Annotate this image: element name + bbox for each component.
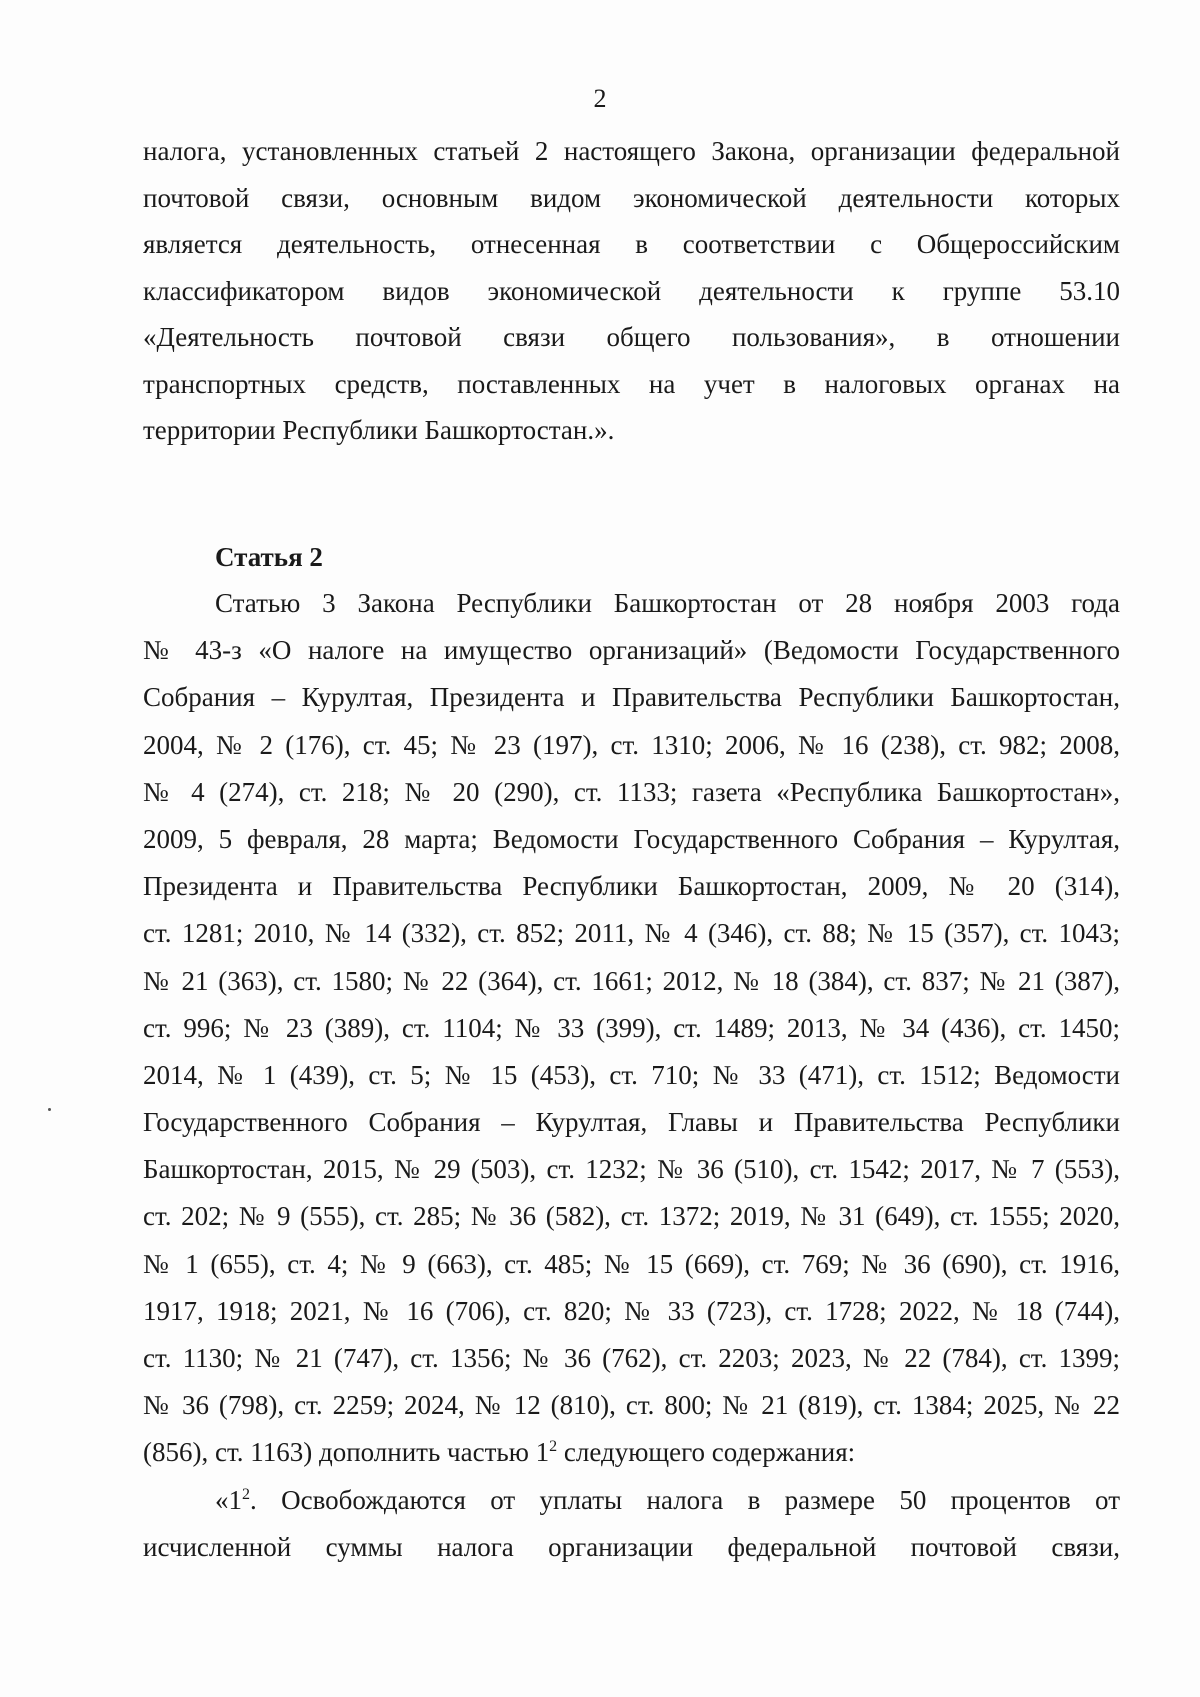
page-number: 2 [593, 84, 607, 113]
text-line: «Деятельность почтовой связи общего пользования», в отношении [143, 322, 1120, 352]
text-line: ст. 996; № 23 (389), ст. 1104; № 33 (399), ст. 1489; 2013, № 34 (436), ст. 1450; [143, 1012, 1120, 1043]
article-heading: Статья 2 [215, 542, 323, 572]
text-line: Президента и Правительства Республики Башкортостан, 2009, № 20 (314), [143, 871, 1120, 902]
text-line: № 1 (655), ст. 4; № 9 (663), ст. 485; № 15 (669), ст. 769; № 36 (690), ст. 1916, [143, 1248, 1120, 1279]
text-line: ст. 1130; № 21 (747), ст. 1356; № 36 (762), ст. 2203; 2023, № 22 (784), ст. 1399; [143, 1343, 1120, 1373]
text-fragment: (856), ст. 1163) дополнить частью 1 [143, 1437, 550, 1468]
article-2-body [143, 580, 1120, 1571]
text-line: 1917, 1918; 2021, № 16 (706), ст. 820; № 33 (723), ст. 1728; 2022, № 18 (744), [143, 1295, 1120, 1326]
superscript: 2 [242, 1485, 250, 1503]
text-line: № 36 (798), ст. 2259; 2024, № 12 (810), ст. 800; № 21 (819), ст. 1384; 2025, № 22 [143, 1390, 1120, 1421]
text-line: исчисленной суммы налога организации федеральной почтовой связи, [143, 1531, 1120, 1562]
text-fragment: «1 [215, 1484, 242, 1515]
text-line: территории Республики Башкортостан.». [143, 415, 615, 445]
text-line: Статью 3 Закона Республики Башкортостан от 28 ноября 2003 года [215, 588, 1120, 618]
text-line: Государственного Собрания – Курултая, Главы и Правительства Республики [143, 1107, 1120, 1138]
text-line: 2009, 5 февраля, 28 марта; Ведомости Государственного Собрания – Курултая, [143, 823, 1120, 854]
text-line: Собрания – Курултая, Президента и Правительства Республики Башкортостан, [143, 682, 1120, 713]
text-line: является деятельность, отнесенная в соответствии с Общероссийским [143, 229, 1120, 259]
text-line [143, 1429, 1120, 1476]
scan-speck [48, 1108, 51, 1111]
text-fragment: . Освобождаются от уплаты налога в размере 50 процентов от [250, 1484, 1120, 1515]
text-line: Башкортостан, 2015, № 29 (503), ст. 1232; № 36 (510), ст. 1542; 2017, № 7 (553), [143, 1154, 1120, 1185]
text-line: почтовой связи, основным видом экономической деятельности которых [143, 182, 1120, 213]
text-line: № 21 (363), ст. 1580; № 22 (364), ст. 1661; 2012, № 18 (384), ст. 837; № 21 (387), [143, 965, 1120, 996]
paragraph-continuation [143, 128, 1120, 454]
superscript: 2 [549, 1438, 558, 1456]
text-line: ст. 1281; 2010, № 14 (332), ст. 852; 2011, № 4 (346), ст. 88; № 15 (357), ст. 1043; [143, 918, 1120, 949]
text-line: 2004, № 2 (176), ст. 45; № 23 (197), ст. 1310; 2006, № 16 (238), ст. 982; 2008, [143, 729, 1120, 760]
text-line: налога, установленных статьей 2 настоящего Закона, организации федеральной [143, 136, 1120, 166]
quote-line [143, 1477, 1120, 1524]
text-line: № 43-з «О налоге на имущество организаций» (Ведомости Государственного [143, 635, 1120, 666]
text-line: классификатором видов экономической деятельности к группе 53.10 [143, 275, 1120, 306]
text-line: 2014, № 1 (439), ст. 5; № 15 (453), ст. 710; № 33 (471), ст. 1512; Ведомости [143, 1059, 1120, 1090]
text-line: ст. 202; № 9 (555), ст. 285; № 36 (582), ст. 1372; 2019, № 31 (649), ст. 1555; 2020, [143, 1201, 1120, 1232]
text-line: № 4 (274), ст. 218; № 20 (290), ст. 1133; газета «Республика Башкортостан», [143, 776, 1120, 807]
text-line: транспортных средств, поставленных на учет в налоговых органах на [143, 368, 1120, 399]
text-fragment: следующего содержания: [557, 1437, 856, 1468]
